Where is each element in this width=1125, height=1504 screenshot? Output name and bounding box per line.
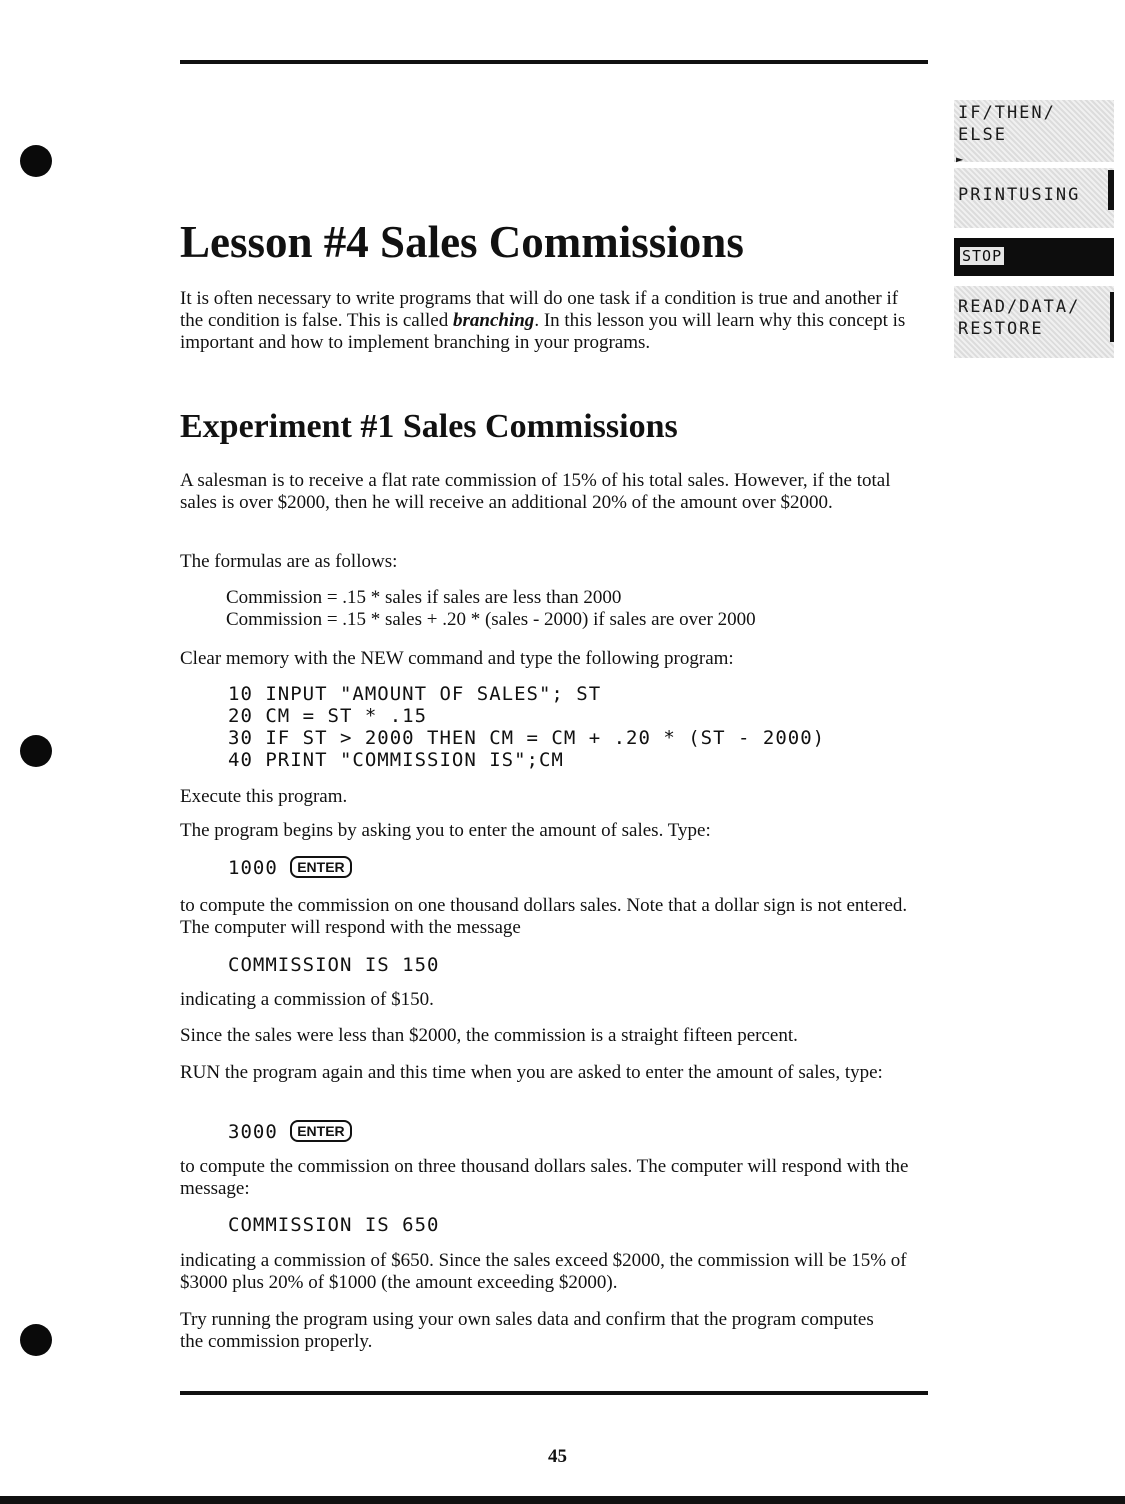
side-tab-printusing [954,168,1114,228]
punch-hole-top [20,145,52,177]
side-tab-line: READ/DATA/ [958,297,1081,317]
formula-line: Commission = .15 * sales if sales are less than 2000 [226,587,622,608]
experiment-title: Experiment #1 Sales Commissions [180,408,678,445]
side-tab-line: PRINTUSING [958,185,1081,205]
input-entry-second [228,1120,352,1143]
program-line: 40 PRINT "COMMISSION IS";CM [228,749,564,771]
paragraph-indicating-650: indicating a commission of $650. Since the sales exceed $2000, the commission will be 15% of $3000 plus 20% of $1000 (the amount exceeding $2000). [180,1250,907,1293]
paragraph-try-running: Try running the program using your own sales data and confirm that the program computes the commission properly. [180,1309,874,1352]
input-value: 3000 [228,1121,278,1143]
output-message-first: COMMISSION IS 150 [228,954,440,976]
side-index-tabs [948,100,1123,360]
input-entry-first [228,856,352,879]
input-value: 1000 [228,857,278,879]
output-message-second: COMMISSION IS 650 [228,1214,440,1236]
paragraph-commission-rule: A salesman is to receive a flat rate commission of 15% of his total sales. However, if the total sales is over $2000, then he will receive an additional 20% of the amount over $2000. [180,470,891,513]
side-tab-read-data-restore [954,286,1114,358]
pointer-arrow-icon: ► [956,152,966,166]
paragraph-clear-memory: Clear memory with the NEW command and type the following program: [180,648,734,669]
program-line: 10 INPUT "AMOUNT OF SALES"; ST [228,683,602,705]
paragraph-run-again: RUN the program again and this time when you are asked to enter the amount of sales, type: [180,1062,883,1083]
enter-key-icon: ENTER [290,1120,351,1142]
paragraph-formulas-intro: The formulas are as follows: [180,551,398,572]
side-tab-stop [954,238,1114,276]
paragraph-execute: Execute this program. [180,786,348,807]
paragraph-compute-second: to compute the commission on three thousand dollars sales. The computer will respond with the message: [180,1156,909,1199]
punch-hole-bottom [20,1324,52,1356]
lesson-title: Lesson #4 Sales Commissions [180,217,744,267]
enter-key-icon: ENTER [290,856,351,878]
program-line: 30 IF ST > 2000 THEN CM = CM + .20 * (ST - 2000) [228,727,826,749]
punch-hole-middle [20,735,52,767]
intro-text-part2: . In this lesson you will learn why this concept is important and how to implement branching in your programs. [180,310,906,353]
side-tab-line: RESTORE [958,319,1044,339]
paragraph-compute-first: to compute the commission on one thousand dollars sales. Note that a dollar sign is not entered. The computer will respond with the message [180,895,908,938]
tab-bracket-mark [1110,292,1114,342]
side-tab-line: STOP [962,247,1003,265]
intro-paragraph [180,288,925,354]
page-edge-bar [0,1496,1125,1504]
program-line: 20 CM = ST * .15 [228,705,428,727]
side-tab-line: ELSE [958,125,1007,145]
intro-emphasis: branching [453,310,535,331]
paragraph-since-less: Since the sales were less than $2000, the commission is a straight fifteen percent. [180,1025,798,1046]
page-number: 45 [548,1446,567,1467]
bottom-rule [180,1391,928,1395]
paragraph-indicating-150: indicating a commission of $150. [180,989,434,1010]
side-tab-if-then-else [954,100,1114,166]
formula-line: Commission = .15 * sales + .20 * (sales - 2000) if sales are over 2000 [226,609,756,630]
paragraph-program-begins: The program begins by asking you to enter the amount of sales. Type: [180,820,711,841]
side-tab-line: IF/THEN/ [958,103,1056,123]
tab-bracket-mark [1108,170,1114,210]
intro-text-part1: It is often necessary to write programs that will do one task if a condition is true and another if the condition is false. This is called [180,288,899,331]
top-rule [180,60,928,64]
